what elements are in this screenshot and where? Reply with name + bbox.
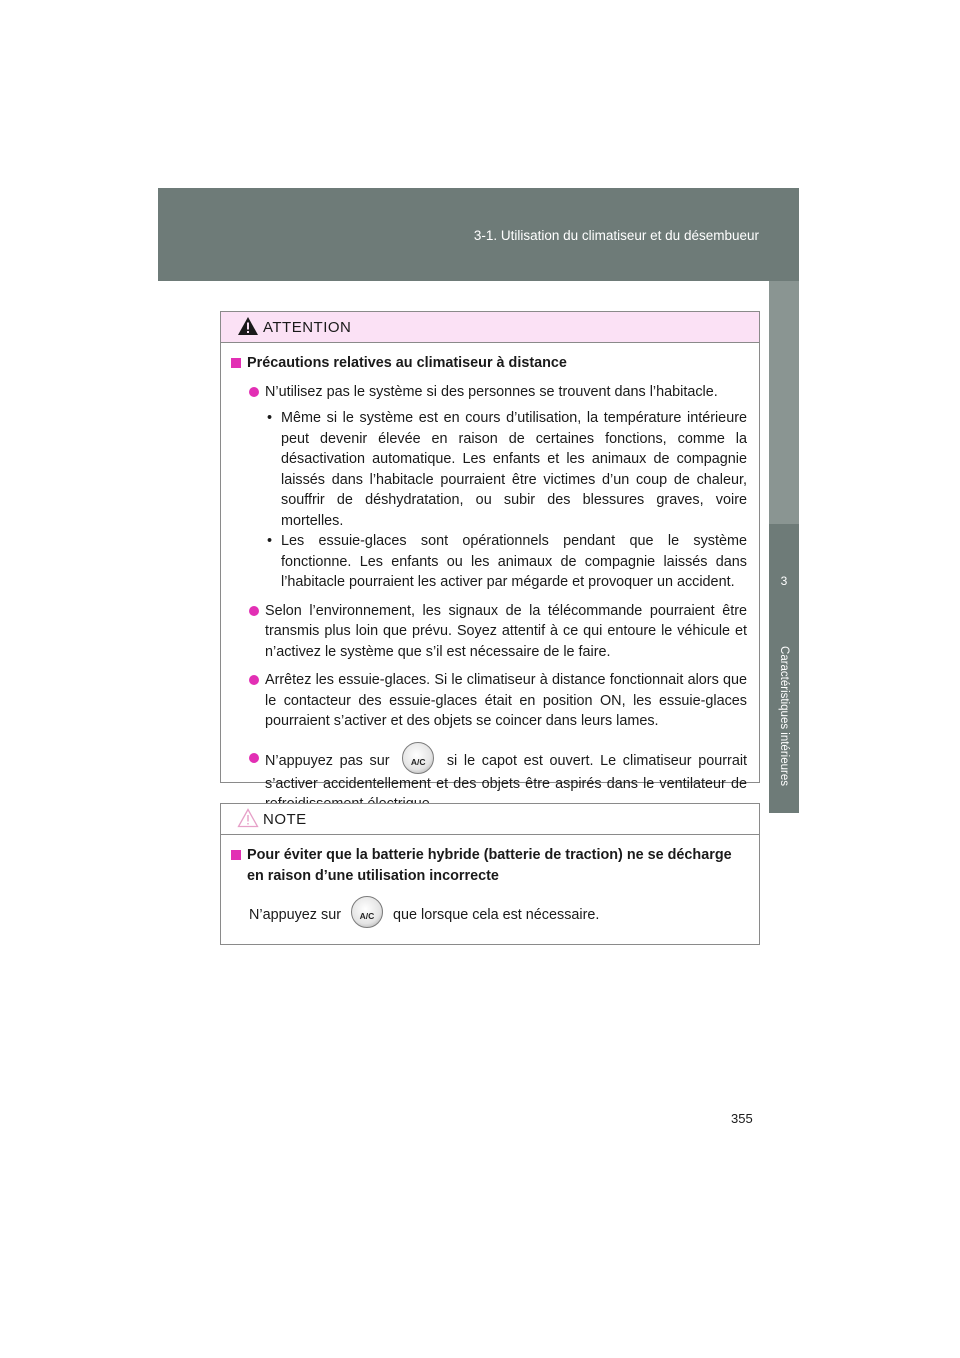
attention-bullet-1: N’utilisez pas le système si des personnes se trouvent dans l’habitacle.	[229, 382, 747, 403]
note-header	[221, 804, 759, 835]
square-bullet-icon	[231, 850, 241, 860]
section-title: 3-1. Utilisation du climatiseur et du désembueur	[473, 228, 759, 243]
round-bullet-icon	[249, 753, 259, 763]
ac-button-icon: A/C	[402, 742, 434, 774]
chapter-label: Caractéristiques intérieures	[778, 646, 790, 786]
chapter-tab-upper	[769, 281, 799, 524]
note-title: NOTE	[263, 811, 307, 828]
ac-button-icon: A/C	[351, 896, 383, 928]
attention-heading: Précautions relatives au climatiseur à distance	[229, 353, 747, 374]
page-number: 355	[731, 1111, 753, 1126]
round-bullet-icon	[249, 606, 259, 616]
round-bullet-icon	[249, 387, 259, 397]
note-text: N’appuyez sur A/C que lorsque cela est nécessaire.	[249, 902, 747, 928]
note-heading: Pour éviter que la batterie hybride (batterie de traction) ne se décharge en raison d’une utilisation incorrecte	[229, 845, 747, 886]
attention-bullet-3: Arrêtez les essuie-glaces. Si le climatiseur à distance fonctionnait alors que le contacteur des essuie-glaces était en position ON, les essuie-glaces pourraient s’activer et des objets se coincer dans leurs lames.	[229, 670, 747, 732]
square-bullet-icon	[231, 358, 241, 368]
sub-list	[267, 408, 747, 593]
sub-item-2: • Les essuie-glaces sont opérationnels pendant que le système fonctionne. Les enfants ou les animaux de compagnie laissés dans l’habitacle pourraient les activer par mégarde et provoquer un accident.	[267, 533, 747, 590]
round-bullet-icon	[249, 675, 259, 685]
caution-outline-icon	[237, 808, 259, 828]
attention-bullet-2: Selon l’environnement, les signaux de la télécommande pourraient être transmis plus loin que prévu. Soyez attentif à ce qui entoure le véhicule et n’activez le système que s’il est nécessaire de le faire.	[229, 601, 747, 663]
warning-icon	[237, 316, 259, 336]
header-band	[158, 188, 799, 281]
attention-header	[221, 312, 759, 343]
note-box	[220, 803, 760, 945]
chapter-number: 3	[780, 574, 788, 588]
attention-box	[220, 311, 760, 792]
attention-title: ATTENTION	[263, 319, 352, 336]
attention-bullet-4: N’appuyez pas sur A/C si le capot est ouvert. Le climatiseur pourrait s’activer accidentellement et des objets être aspirés dans le ventilateur de	[229, 748, 747, 815]
sub-item-1: • Même si le système est en cours d’utilisation, la température intérieure peut devenir élevée en raison de certaines fonctions, comme la désactivation automatique. Les enfants et les animaux de compagnie laissés dans l’habitacle pourraient être victimes d’un coup de chaleur, souffrir de déshydratation, ou subir des blessures graves, voire mortelles.	[267, 410, 747, 529]
